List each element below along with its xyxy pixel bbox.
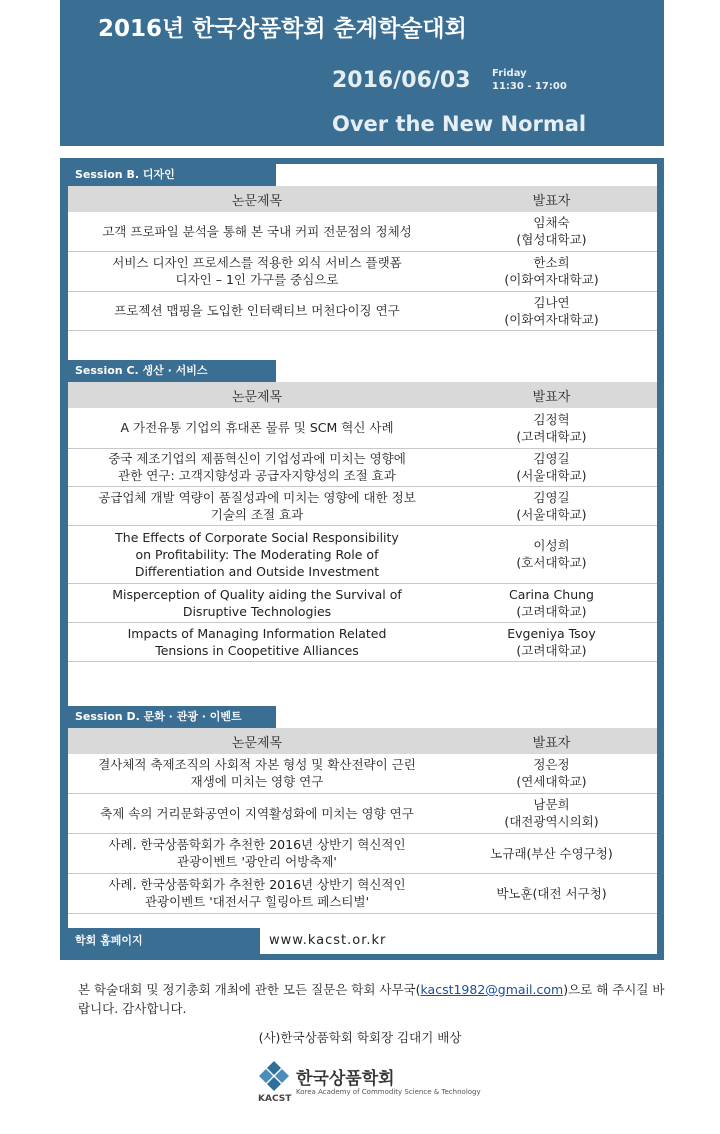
paper-title: A 가전유통 기업의 휴대폰 물류 및 SCM 혁신 사례	[68, 408, 446, 448]
session-d-bar	[68, 706, 657, 728]
event-motto: Over the New Normal	[332, 112, 587, 136]
session-c-label: Session C. 생산 · 서비스	[68, 360, 276, 382]
paper-title: 사례. 한국상품학회가 추천한 2016년 상반기 혁신적인 관광이벤트 '광안리 어방축제'	[68, 833, 446, 873]
presenter: Evgeniya Tsoy (고려대학교)	[446, 622, 657, 661]
presenter: 임채숙 (협성대학교)	[446, 212, 657, 251]
table-row	[68, 873, 657, 913]
program-frame	[60, 158, 664, 960]
society-logo	[258, 1058, 498, 1108]
presenter: 남문희 (대전광역시의회)	[446, 793, 657, 833]
inquiry-text-before: 본 학술대회 및 정기총회 개최에 관한 모든 질문은 학회 사무국(	[78, 982, 421, 997]
event-day: Friday	[492, 68, 527, 79]
session-b-table	[68, 186, 657, 331]
session-b-bar	[68, 164, 657, 186]
table-row	[68, 251, 657, 291]
session-d-label: Session D. 문화 · 관광 · 이벤트	[68, 706, 276, 728]
presenter: 박노훈(대전 서구청)	[446, 873, 657, 913]
event-date: 2016/06/03	[332, 68, 471, 93]
paper-column-header: 논문제목	[68, 382, 446, 408]
homepage-row	[68, 928, 657, 954]
paper-title: 프로젝션 맵핑을 도입한 인터랙티브 머천다이징 연구	[68, 291, 446, 330]
table-row	[68, 448, 657, 486]
homepage-label: 학회 홈페이지	[68, 928, 260, 954]
event-day-time	[492, 67, 567, 93]
president-signature: (사)한국상품학회 학회장 김대기 배상	[258, 1030, 462, 1045]
presenter-column-header: 발표자	[446, 382, 657, 408]
table-row	[68, 525, 657, 583]
presenter: 노규래(부산 수영구청)	[446, 833, 657, 873]
presenter: 정은정 (연세대학교)	[446, 754, 657, 793]
event-header	[60, 0, 664, 146]
presenter: 한소희 (이화여자대학교)	[446, 251, 657, 291]
paper-title: 사례. 한국상품학회가 추천한 2016년 상반기 혁신적인 관광이벤트 '대전서구 힐링아트 페스티벌'	[68, 873, 446, 913]
presenter-column-header: 발표자	[446, 728, 657, 754]
session-b-label: Session B. 디자인	[68, 164, 276, 186]
table-row	[68, 212, 657, 251]
logo-abbreviation: KACST	[258, 1094, 292, 1104]
paper-column-header: 논문제목	[68, 186, 446, 212]
table-row	[68, 622, 657, 661]
paper-title: Misperception of Quality aiding the Survival of Disruptive Technologies	[68, 583, 446, 622]
table-row	[68, 291, 657, 330]
presenter-column-header: 발표자	[446, 186, 657, 212]
table-row	[68, 833, 657, 873]
homepage-link[interactable]: www.kacst.or.kr	[260, 928, 657, 954]
table-row	[68, 486, 657, 525]
table-row	[68, 583, 657, 622]
logo-name: 한국상품학회	[296, 1069, 395, 1089]
paper-title: 중국 제조기업의 제품혁신이 기업성과에 미치는 영향에 관한 연구: 고객지향성과 공급자지향성의 조절 효과	[68, 448, 446, 486]
table-header	[68, 728, 657, 754]
session-c-table	[68, 382, 657, 662]
paper-title: Impacts of Managing Information Related Tensions in Coopetitive Alliances	[68, 622, 446, 661]
presenter: 김영길 (서울대학교)	[446, 486, 657, 525]
logo-subtitle: Korea Academy of Commodity Science & Technology	[296, 1088, 481, 1096]
session-d-table	[68, 728, 657, 914]
paper-title: 축제 속의 거리문화공연이 지역활성화에 미치는 영향 연구	[68, 793, 446, 833]
presenter: 김정혁 (고려대학교)	[446, 408, 657, 448]
paper-column-header: 논문제목	[68, 728, 446, 754]
table-header	[68, 186, 657, 212]
session-c-bar	[68, 360, 657, 382]
paper-title: 결사체적 축제조직의 사회적 자본 형성 및 확산전략이 근린 재생에 미치는 영향 연구	[68, 754, 446, 793]
event-title: 2016년 한국상품학회 춘계학술대회	[98, 16, 467, 42]
program-inner	[68, 164, 657, 954]
presenter: 김영길 (서울대학교)	[446, 448, 657, 486]
presenter: 이성희 (호서대학교)	[446, 525, 657, 583]
kacst-logo-icon	[258, 1060, 290, 1094]
table-row	[68, 754, 657, 793]
paper-title: 서비스 디자인 프로세스를 적용한 외식 서비스 플랫폼 디자인 – 1인 가구를 중심으로	[68, 251, 446, 291]
presenter: 김나연 (이화여자대학교)	[446, 291, 657, 330]
event-time: 11:30 - 17:00	[492, 81, 567, 92]
table-row	[68, 793, 657, 833]
contact-email-link[interactable]: kacst1982@gmail.com	[420, 982, 564, 997]
inquiry-note	[78, 980, 668, 1018]
presenter: Carina Chung (고려대학교)	[446, 583, 657, 622]
paper-title: 고객 프로파일 분석을 통해 본 국내 커피 전문점의 정체성	[68, 212, 446, 251]
table-row	[68, 408, 657, 448]
table-header	[68, 382, 657, 408]
paper-title: The Effects of Corporate Social Responsibility on Profitability: The Moderating Role of Differentiation and Outside Investment	[68, 525, 446, 583]
paper-title: 공급업체 개발 역량이 품질성과에 미치는 영향에 대한 정보 기술의 조절 효과	[68, 486, 446, 525]
inquiry-text-after: )으로 해 주시길 바랍니다. 감사합니다.	[78, 982, 665, 1016]
